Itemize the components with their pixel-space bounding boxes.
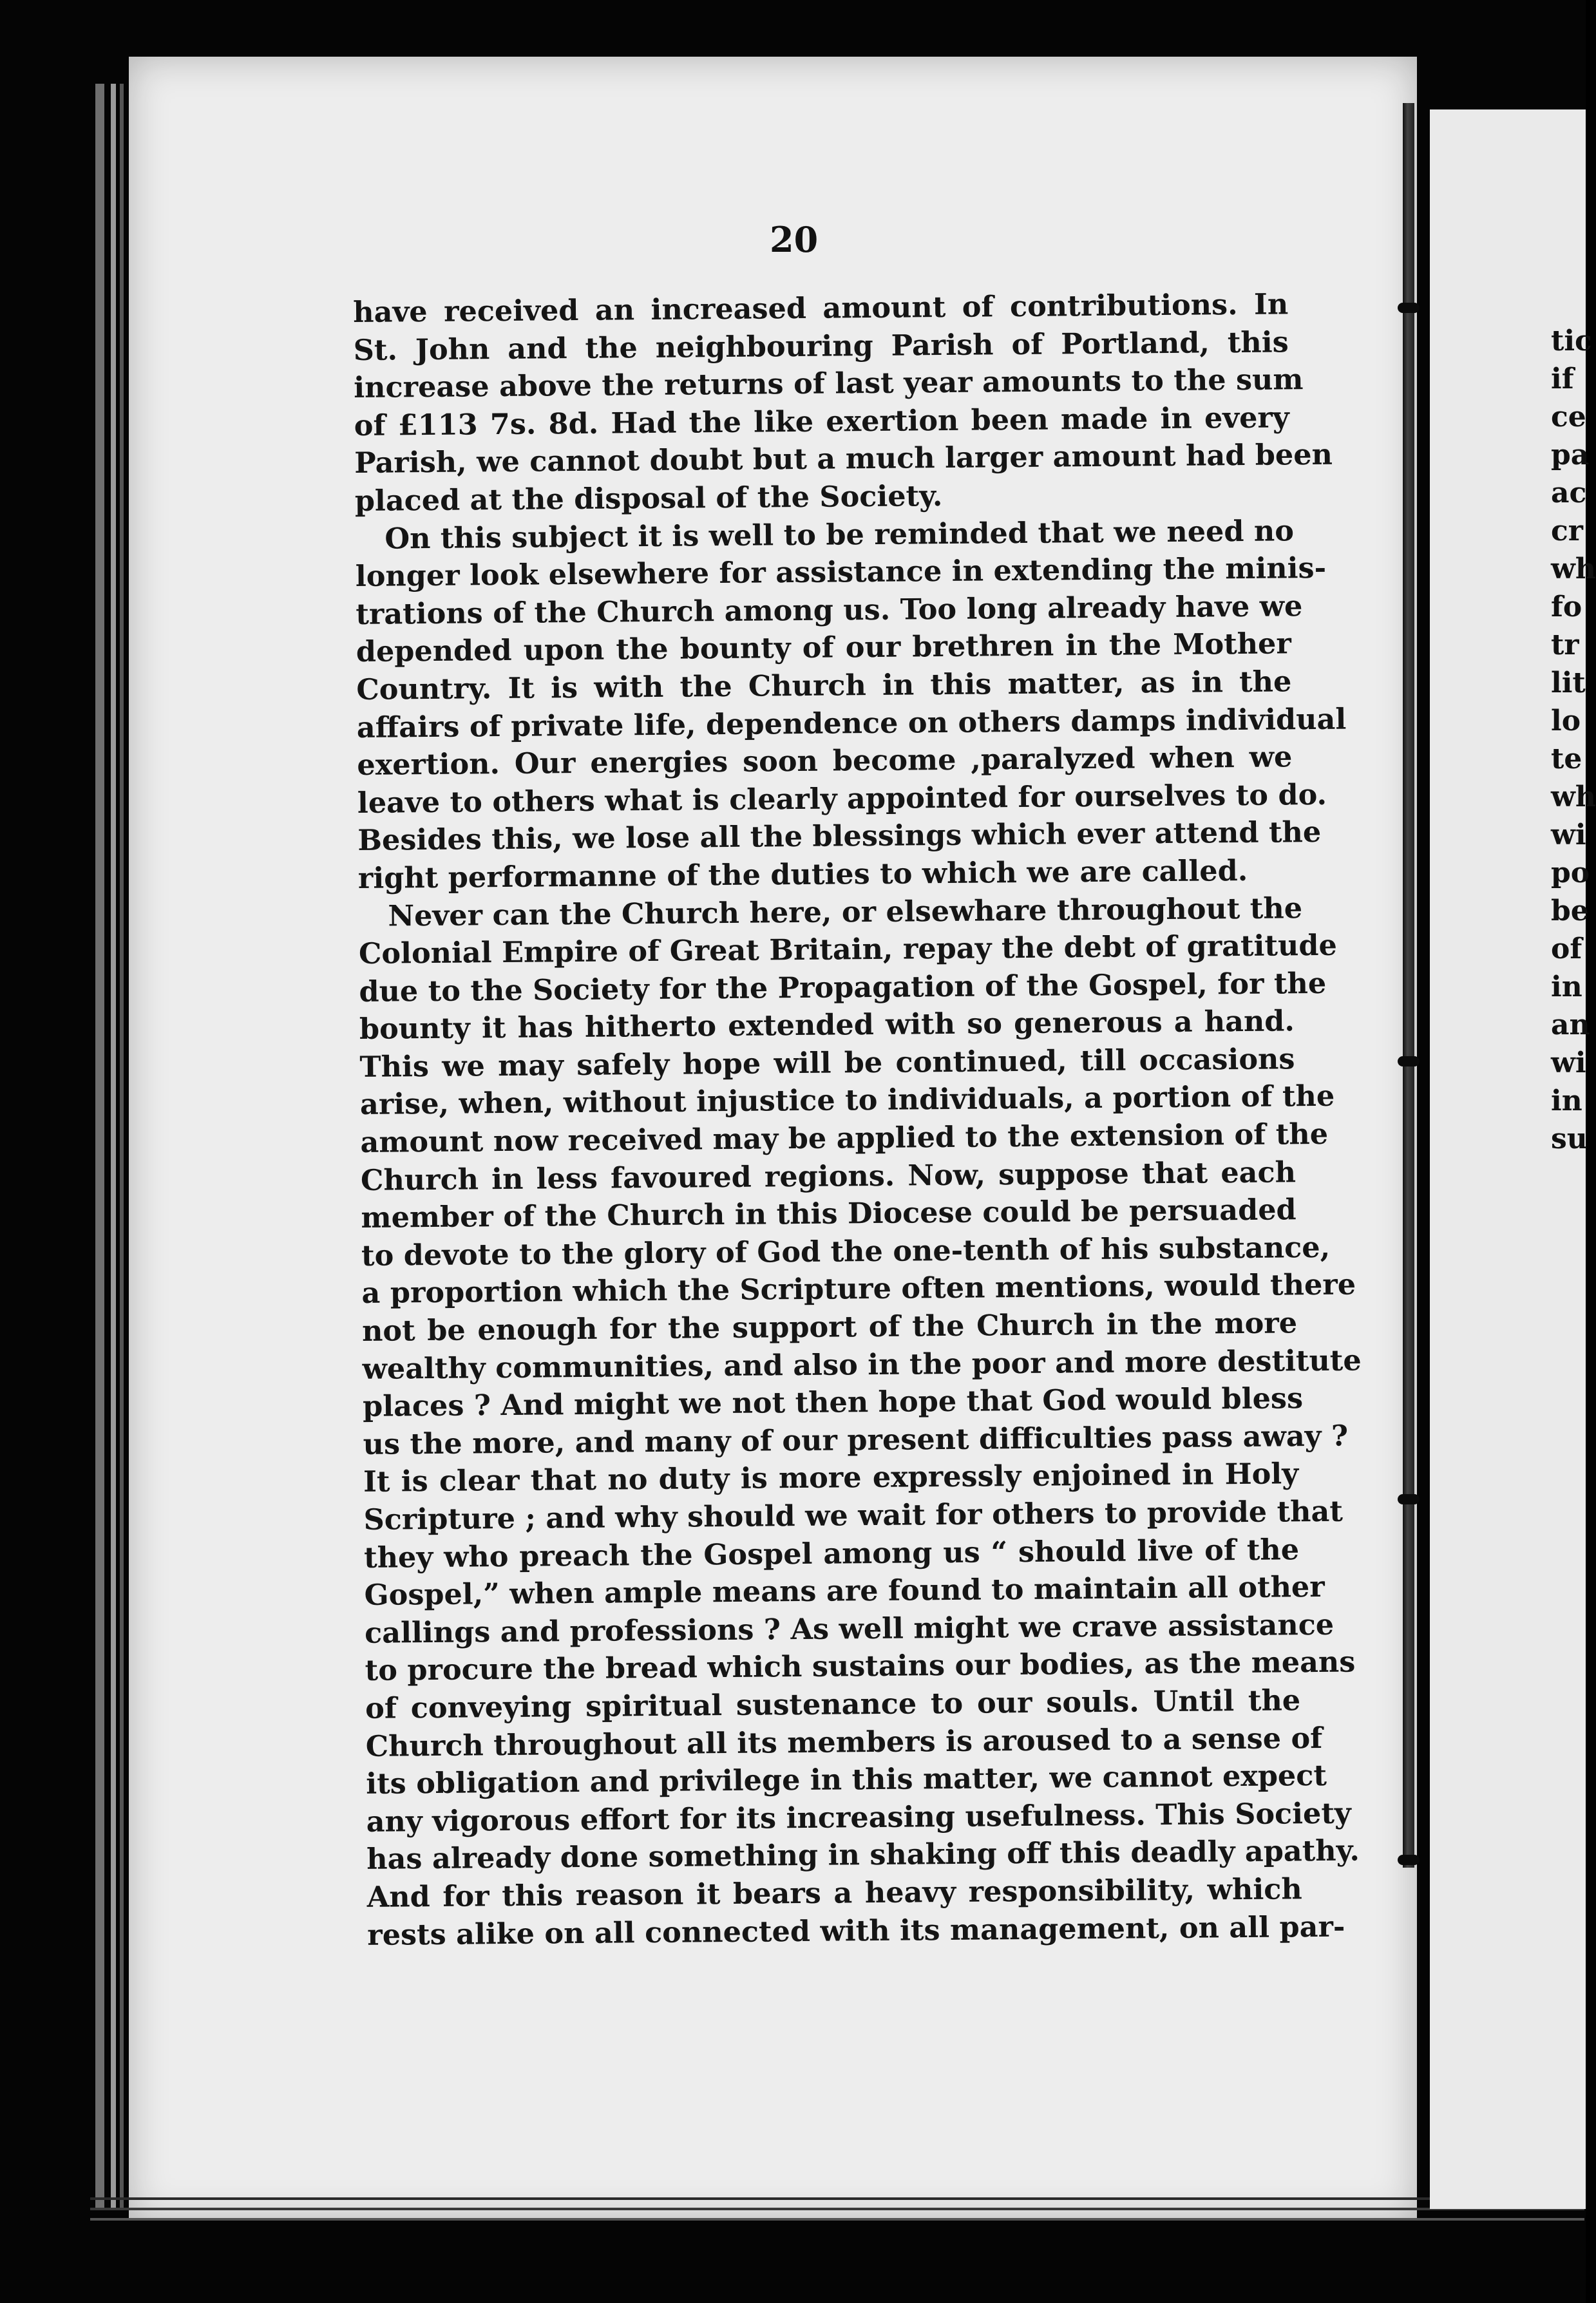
facing-text-fragment: lit [1551, 667, 1586, 699]
text-line: any vigorous effort for its increasing usefulness. This Society [366, 1796, 1351, 1839]
text-line: St. John and the neighbouring Parish of Portland, this [353, 325, 1289, 367]
page-bottom-edge [90, 2208, 1584, 2210]
facing-text-fragment: tr [1551, 629, 1579, 661]
binding-thread [1398, 1855, 1420, 1865]
text-line: Colonial Empire of Great Britain, repay the debt of gratitude [358, 928, 1337, 971]
page-stack-edge [111, 84, 116, 2209]
facing-text-fragment: pa [1551, 439, 1590, 471]
text-line: It is clear that no duty is more expressly enjoined in Holy [363, 1457, 1299, 1499]
text-line: increase above the returns of last year amounts to the sum [354, 363, 1304, 405]
binding-thread [1398, 303, 1420, 313]
facing-text-fragment: ac [1551, 477, 1587, 509]
text-line: places ? And might we not then hope that God would bless [362, 1381, 1304, 1424]
text-line: to devote to the glory of God the one-tenth of his substance, [361, 1230, 1331, 1273]
facing-text-fragment: wh [1551, 781, 1596, 813]
page-bottom-edge [90, 2197, 1584, 2200]
binding-thread [1398, 1494, 1420, 1504]
text-line: bounty it has hitherto extended with so generous a hand. [359, 1004, 1295, 1047]
facing-text-fragment: fo [1551, 591, 1582, 623]
binding-thread [1398, 1056, 1420, 1066]
text-line: amount now received may be applied to the extension of the [360, 1117, 1329, 1160]
text-line: Country. It is with the Church in this matter, as in the [356, 665, 1292, 706]
book-binding [1403, 103, 1414, 1868]
text-line: depended upon the bounty of our brethren in the Mother [356, 627, 1292, 669]
facing-text-fragment: ce [1551, 401, 1586, 433]
text-line: to procure the bread which sustains our bodies, as the means [365, 1645, 1356, 1688]
facing-text-fragment: te [1551, 743, 1582, 775]
text-line: of £113 7s. 8d. Had the like exertion been made in every [354, 401, 1289, 442]
text-line: Church throughout all its members is aroused to a sense of [365, 1721, 1323, 1763]
text-line: its obligation and privilege in this matter, we cannot expect [365, 1759, 1327, 1801]
body-text [353, 285, 1362, 1954]
page-number: 20 [770, 219, 819, 260]
facing-text-fragment: lo [1551, 705, 1581, 737]
text-line: member of the Church in this Diocese could be persuaded [361, 1193, 1297, 1235]
text-line: arise, when, without injustice to individuals, a portion of the [359, 1079, 1335, 1122]
text-line: have received an increased amount of contributions. In [353, 287, 1289, 329]
text-line: leave to others what is clearly appointed for ourselves to do. [357, 777, 1327, 820]
facing-text-fragment: wi [1551, 819, 1586, 851]
text-line: wealthy communities, and also in the poor and more destitute [362, 1343, 1362, 1386]
text-line: callings and professions ? As well might we crave assistance [364, 1607, 1335, 1650]
page-bottom-edge [90, 2218, 1584, 2221]
facing-text-fragment: wh [1551, 553, 1596, 585]
text-line: Parish, we cannot doubt but a much larger amount had been [354, 438, 1333, 480]
text-line: Church in less favoured regions. Now, suppose that each [360, 1155, 1297, 1197]
text-line: placed at the disposal of the Society. [354, 479, 943, 518]
facing-text-fragment: if [1551, 363, 1574, 395]
text-line: On this subject it is well to be reminded that we need no [385, 513, 1295, 556]
facing-text-fragment: po [1551, 857, 1590, 889]
facing-text-fragment: in [1551, 971, 1582, 1003]
facing-text-fragment: in [1551, 1085, 1582, 1117]
text-line: not be enough for the support of the Church in the more [361, 1306, 1298, 1348]
text-line: rests alike on all connected with its management, on all par- [367, 1910, 1345, 1952]
facing-text-fragment: be [1551, 895, 1589, 927]
text-line: has already done something in shaking off this deadly apathy. [366, 1834, 1360, 1877]
text-line: longer look elsewhere for assistance in extending the minis- [355, 551, 1327, 594]
text-line: they who preach the Gospel among us “ should live of the [363, 1532, 1300, 1575]
page-stack-edge [95, 84, 104, 2209]
text-line: This we may safely hope will be continued, till occasions [359, 1042, 1295, 1084]
facing-text-fragment: tic [1551, 325, 1592, 357]
text-line: Scripture ; and why should we wait for others to provide that [363, 1494, 1344, 1537]
text-line: exertion. Our energies soon become ,paralyzed when we [357, 740, 1293, 782]
text-line: a proportion which the Scripture often mentions, would there [361, 1267, 1356, 1311]
facing-text-fragment: cr [1551, 515, 1583, 547]
text-line: of conveying spiritual sustenance to our souls. Until the [365, 1683, 1301, 1725]
facing-text-fragment: wi [1551, 1047, 1586, 1079]
facing-text-fragment: an [1551, 1009, 1590, 1041]
text-line: affairs of private life, dependence on others damps individual [356, 702, 1347, 744]
text-line: due to the Society for the Propagation of the Gospel, for the [359, 966, 1327, 1009]
facing-page-text [1551, 322, 1596, 1158]
text-line: right performanne of the duties to which we are called. [357, 853, 1248, 895]
facing-text-fragment: of [1551, 933, 1582, 965]
facing-text-fragment: su [1551, 1123, 1588, 1155]
text-line: us the more, and many of our present difficulties pass away ? [363, 1419, 1349, 1461]
text-line: Never can the Church here, or elsewhare throughout the [388, 891, 1303, 933]
text-line: And for this reason it bears a heavy responsibility, which [366, 1872, 1302, 1914]
page-stack-edge [120, 84, 124, 2209]
text-line: Besides this, we lose all the blessings which ever attend the [357, 815, 1322, 858]
text-line: Gospel,” when ample means are found to maintain all other [364, 1570, 1325, 1613]
text-line: trations of the Church among us. Too long already have we [356, 589, 1303, 631]
